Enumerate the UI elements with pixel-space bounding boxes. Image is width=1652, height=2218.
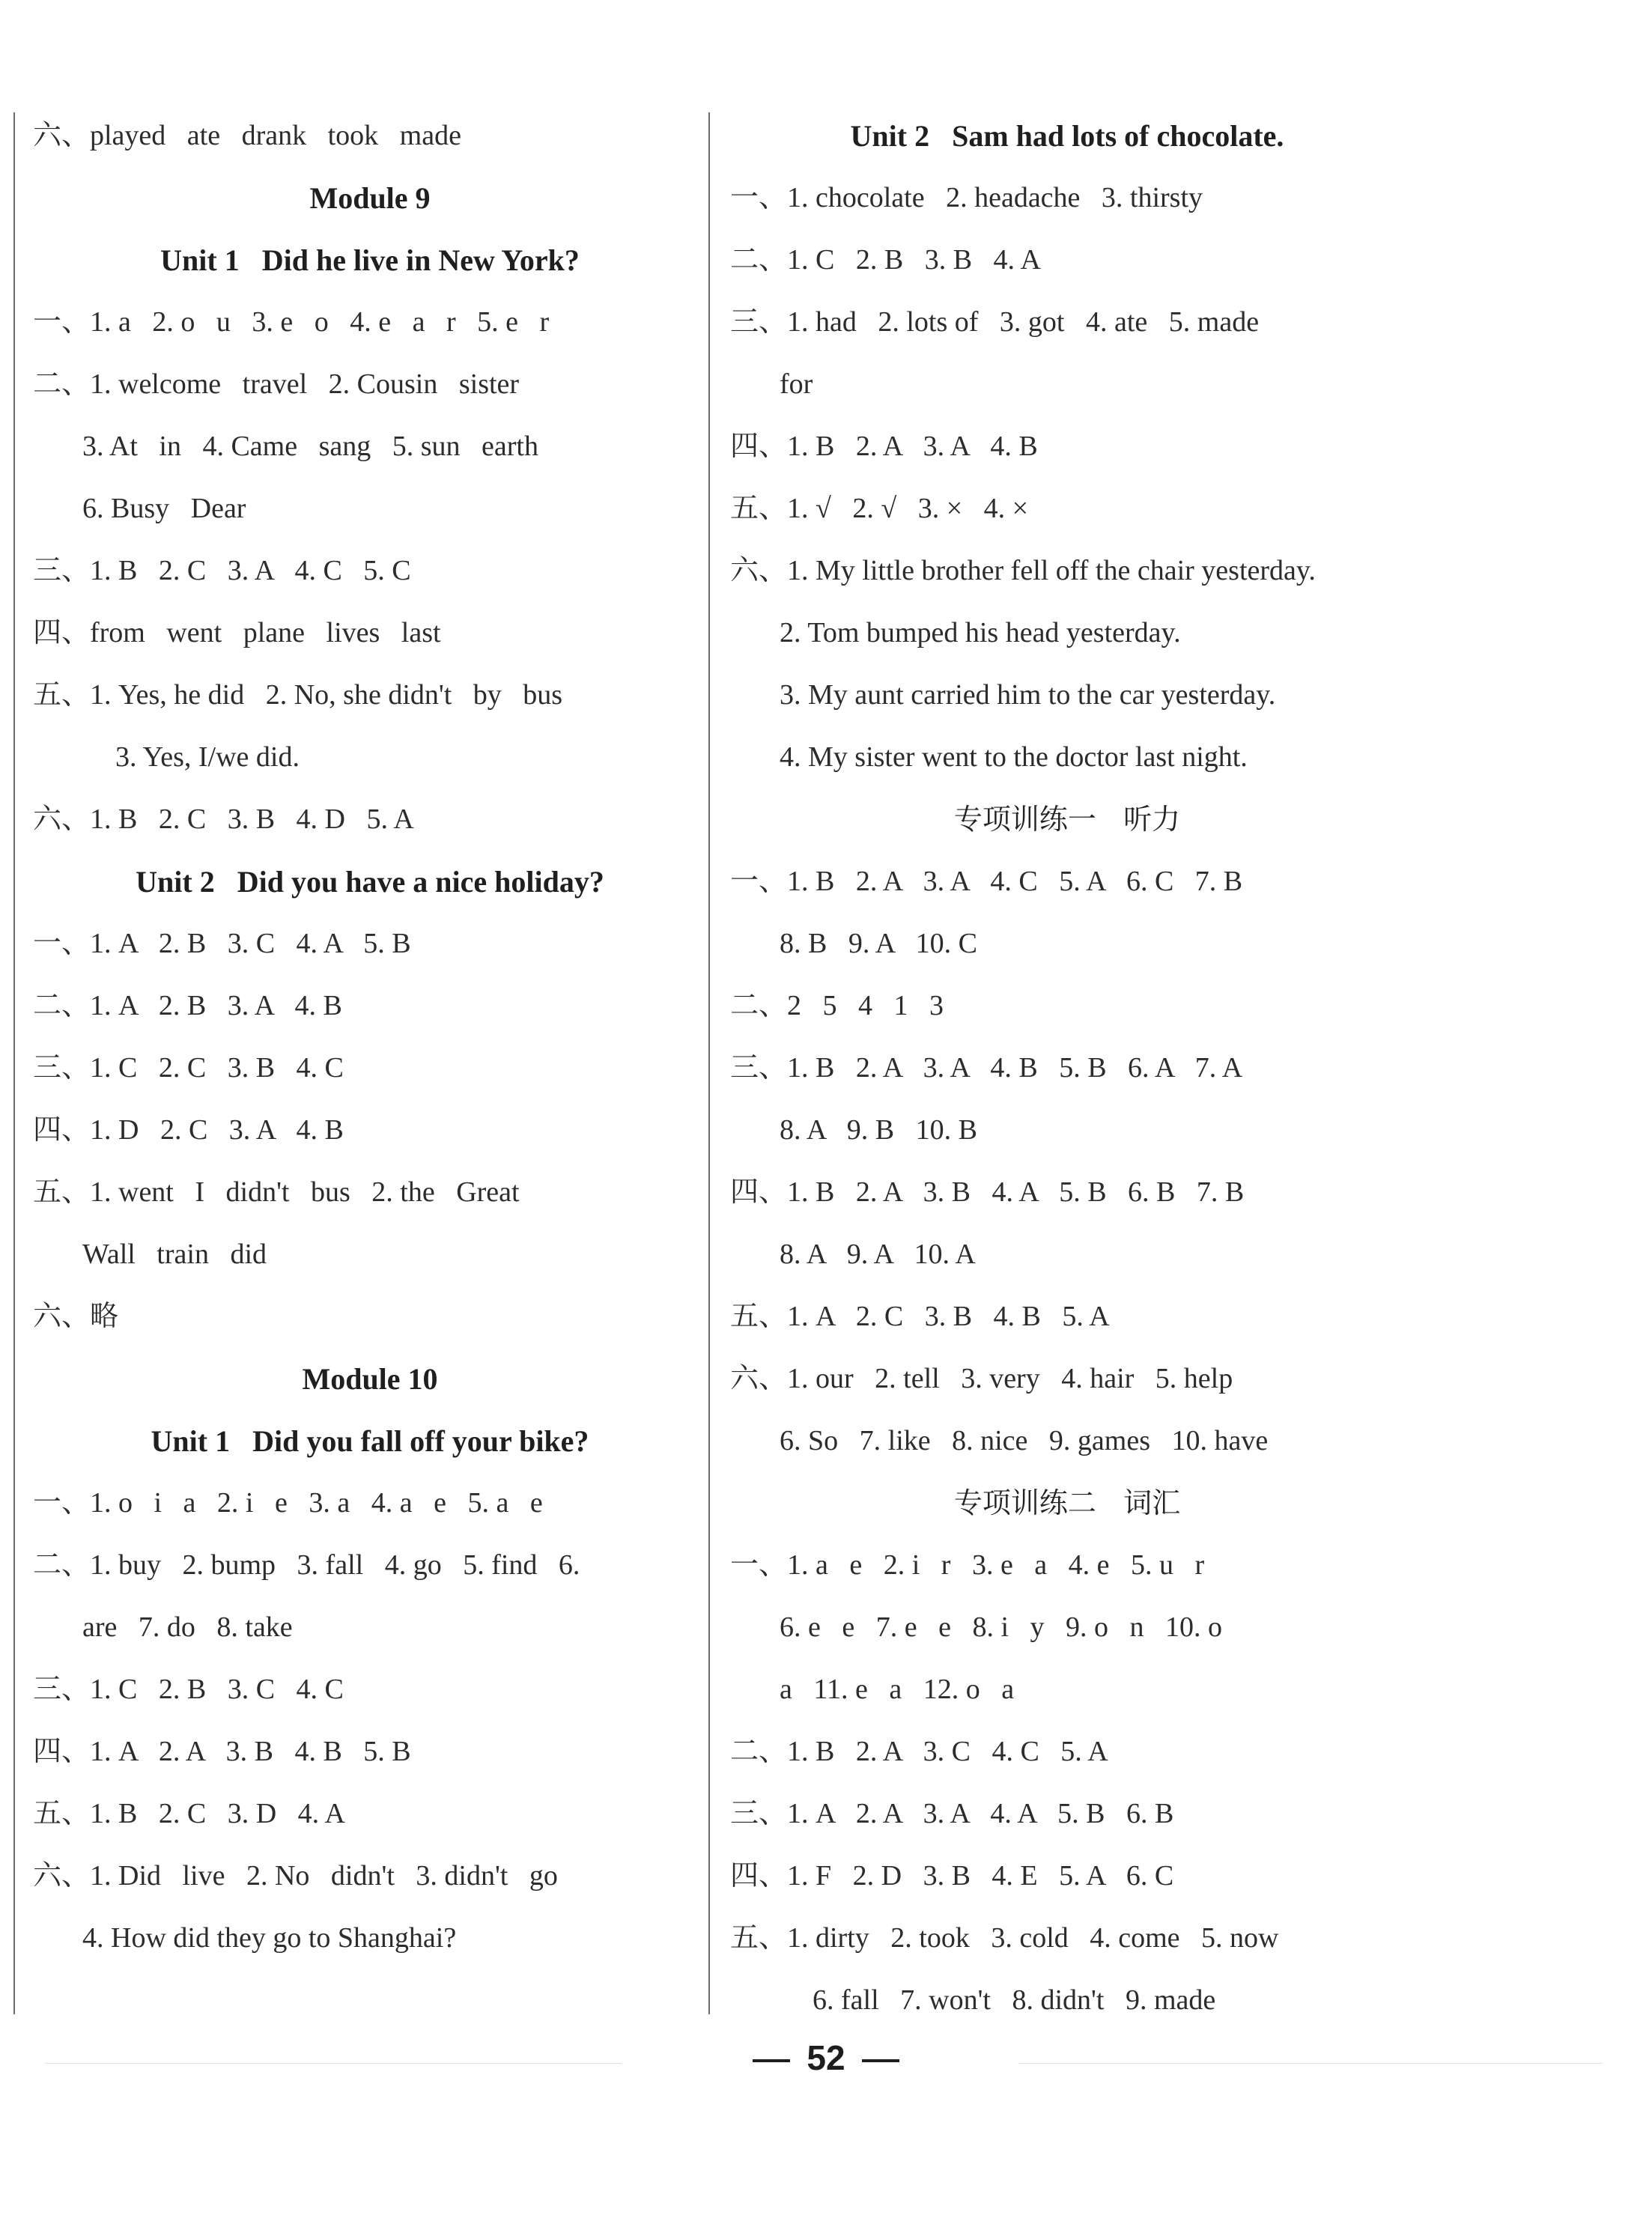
answer-line: 二、1. buy 2. bump 3. fall 4. go 5. find 6.	[33, 1549, 580, 1581]
answer-line-continued: 2. Tom bumped his head yesterday.	[780, 617, 1181, 648]
left-column	[33, 105, 707, 1969]
answer-line: 四、1. D 2. C 3. A 4. B	[33, 1114, 344, 1146]
answer-line-continued: 8. A 9. A 10. A	[780, 1239, 976, 1270]
answer-line: 五、1. Yes, he did 2. No, she didn't by bus	[33, 679, 563, 711]
answer-line: 四、1. F 2. D 3. B 4. E 5. A 6. C	[730, 1860, 1174, 1892]
answer-line: 一、1. chocolate 2. headache 3. thirsty	[730, 182, 1203, 213]
section-heading: 专项训练一 听力	[953, 803, 1181, 836]
page-number	[0, 2028, 1652, 2088]
section-heading: Unit 2 Did you have a nice holiday?	[136, 865, 604, 899]
answer-line-continued: Wall train did	[82, 1239, 267, 1270]
page-number-value: 52	[807, 2038, 845, 2077]
answer-line: 二、1. C 2. B 3. B 4. A	[730, 244, 1041, 276]
answer-line-continued: a 11. e a 12. o a	[780, 1674, 1015, 1705]
answer-line-continued: 6. Busy Dear	[82, 493, 246, 524]
answer-line: 五、1. B 2. C 3. D 4. A	[33, 1798, 345, 1829]
answer-line: 四、from went plane lives last	[33, 617, 441, 648]
answer-line: 二、1. B 2. A 3. C 4. C 5. A	[730, 1736, 1108, 1767]
answer-line-continued: 3. Yes, I/we did.	[115, 741, 300, 773]
answer-line: 五、1. went I didn't bus 2. the Great	[33, 1176, 520, 1208]
answer-line-continued: 6. fall 7. won't 8. didn't 9. made	[813, 1984, 1216, 2016]
answer-line: 三、1. C 2. C 3. B 4. C	[33, 1052, 344, 1084]
answer-line: 一、1. a 2. o u 3. e o 4. e a r 5. e r	[33, 306, 550, 338]
answer-line-continued: 6. So 7. like 8. nice 9. games 10. have	[780, 1425, 1269, 1456]
answer-line-continued: 4. How did they go to Shanghai?	[82, 1922, 457, 1954]
answer-line: 六、1. Did live 2. No didn't 3. didn't go	[33, 1860, 558, 1892]
answer-line: 六、1. our 2. tell 3. very 4. hair 5. help	[730, 1363, 1233, 1394]
section-heading: Unit 2 Sam had lots of chocolate.	[850, 119, 1284, 153]
answer-line: 三、1. B 2. A 3. A 4. B 5. B 6. A 7. A	[730, 1052, 1243, 1084]
answer-line: 一、1. A 2. B 3. C 4. A 5. B	[33, 928, 411, 959]
answer-line: 四、1. B 2. A 3. A 4. B	[730, 431, 1038, 462]
section-heading: Module 10	[302, 1362, 438, 1396]
section-heading: Module 9	[309, 181, 431, 215]
answer-line: 六、1. B 2. C 3. B 4. D 5. A	[33, 803, 414, 835]
answer-line: 四、1. B 2. A 3. B 4. A 5. B 6. B 7. B	[730, 1176, 1245, 1208]
page-number-dash-left	[753, 2059, 790, 2062]
answer-line-continued: 6. e e 7. e e 8. i y 9. o n 10. o	[780, 1611, 1223, 1643]
answer-line: 一、1. o i a 2. i e 3. a 4. a e 5. a e	[33, 1487, 543, 1519]
answer-line: 六、1. My little brother fell off the chair yesterday.	[730, 555, 1316, 586]
answer-line: 二、2 5 4 1 3	[730, 990, 944, 1021]
answer-line: 三、1. A 2. A 3. A 4. A 5. B 6. B	[730, 1798, 1174, 1829]
answer-line: 一、1. B 2. A 3. A 4. C 5. A 6. C 7. B	[730, 866, 1243, 897]
answer-line: 五、1. A 2. C 3. B 4. B 5. A	[730, 1301, 1110, 1332]
answer-line: 三、1. B 2. C 3. A 4. C 5. C	[33, 555, 411, 586]
answer-line-continued: are 7. do 8. take	[82, 1611, 293, 1643]
answer-line: 三、1. C 2. B 3. C 4. C	[33, 1674, 344, 1705]
answer-line: 一、1. a e 2. i r 3. e a 4. e 5. u r	[730, 1549, 1205, 1581]
page-number-dash-right	[862, 2059, 899, 2062]
answer-line: 五、1. √ 2. √ 3. × 4. ×	[730, 493, 1029, 524]
answer-line: 六、略	[33, 1301, 119, 1332]
answer-line: 三、1. had 2. lots of 3. got 4. ate 5. made	[730, 306, 1260, 338]
answer-line-continued: 4. My sister went to the doctor last night.	[780, 741, 1248, 773]
right-column	[730, 105, 1404, 2032]
section-heading: 专项训练二 词汇	[953, 1486, 1181, 1519]
answer-line-continued: 8. A 9. B 10. B	[780, 1114, 977, 1146]
left-margin-rule	[13, 112, 15, 2014]
section-heading: Unit 1 Did he live in New York?	[160, 243, 580, 277]
answer-line-continued: 3. My aunt carried him to the car yesterday.	[780, 679, 1276, 711]
answer-line: 二、1. welcome travel 2. Cousin sister	[33, 368, 520, 400]
answer-line: 二、1. A 2. B 3. A 4. B	[33, 990, 342, 1021]
column-divider	[708, 112, 710, 2014]
answer-line-continued: 3. At in 4. Came sang 5. sun earth	[82, 431, 538, 462]
answer-line-continued: 8. B 9. A 10. C	[780, 928, 977, 959]
answer-line-continued: for	[780, 368, 813, 400]
answer-line: 六、played ate drank took made	[33, 120, 461, 151]
answer-line: 五、1. dirty 2. took 3. cold 4. come 5. now	[730, 1922, 1279, 1954]
answer-line: 四、1. A 2. A 3. B 4. B 5. B	[33, 1736, 411, 1767]
section-heading: Unit 1 Did you fall off your bike?	[151, 1424, 589, 1458]
